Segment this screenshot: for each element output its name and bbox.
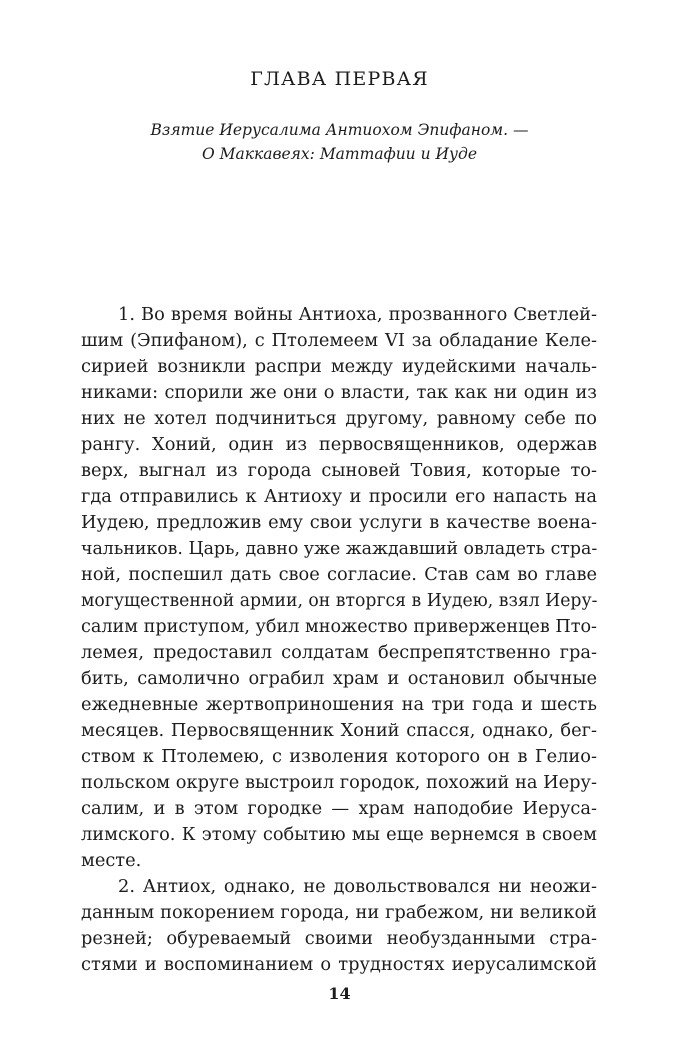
subtitle-line: О Маккавеях: Маттафии и Иуде <box>201 145 478 163</box>
text-line: салим, и в этом городке — храм наподобие Иерусa- <box>81 798 597 819</box>
chapter-title: ГЛАВА ПЕРВАЯ <box>250 68 429 90</box>
text-line: них не хотел подчиниться другому, равному себе по <box>81 408 597 429</box>
text-line: ством к Птолемею, с изволения которого он в Гелио- <box>81 746 597 767</box>
text-line: могущественной армии, он вторгся в Иудею, взял Иеру- <box>81 591 598 611</box>
paragraph-1 <box>81 302 597 874</box>
text-line: бить, самолично ограбил храм и остановил обычные <box>81 668 597 689</box>
text-line: ной, поспешил дать свое согласие. Став сам во главе <box>81 564 597 585</box>
text-line: месяцев. Первосвященник Хоний спасся, однако, бег- <box>81 720 597 741</box>
text-line: Иудею, предложив ему свои услуги в качестве воена- <box>81 512 597 533</box>
body-text <box>81 302 597 978</box>
text-line: салим приступом, убил множество приверженцев Пто- <box>81 617 597 637</box>
text-line: 2. Антиох, однако, не довольствовался ни неожи- <box>118 876 597 897</box>
text-line: данным покорением города, ни грабежом, ни великой <box>81 902 597 923</box>
text-line: шим (Эпифаном), с Птолемеем VI за обладание Келе- <box>81 330 597 351</box>
text-line: гда отправились к Антиоху и просили его напасть на <box>81 486 597 507</box>
text-line: никами: спорили же они о власти, так как ни один из <box>81 382 597 403</box>
text-line: месте. <box>81 850 142 871</box>
text-line: ежедневные жертвоприношения на три года и шесть <box>81 694 597 715</box>
text-line: лемея, предоставил солдатам беспрепятственно гра- <box>81 642 597 663</box>
page-number: 14 <box>328 984 351 1003</box>
text-line: резней; обуреваемый своими необузданными стра- <box>81 928 597 949</box>
text-line: польском округе выстроил городок, похожий на Иеру- <box>81 772 597 793</box>
text-line: сирией возникли распри между иудейскими началь- <box>81 356 597 377</box>
text-line: рангу. Хоний, один из первосвященников, одержав <box>81 434 597 455</box>
chapter-subtitle <box>0 118 679 166</box>
text-line: чальников. Царь, давно уже жаждавший овладеть стра- <box>81 539 598 559</box>
text-line: 1. Во время войны Антиоха, прозванного Светлей- <box>118 304 597 325</box>
text-line: лимского. К этому событию мы еще вернемся в своем <box>81 824 597 845</box>
text-line: верх, выгнал из города сыновей Товия, которые то- <box>81 460 597 481</box>
text-line: стями и воспоминанием о трудностях иерусалимской <box>81 954 597 975</box>
paragraph-2 <box>81 874 597 978</box>
subtitle-line: Взятие Иерусалима Антиохом Эпифаном. — <box>150 121 529 139</box>
